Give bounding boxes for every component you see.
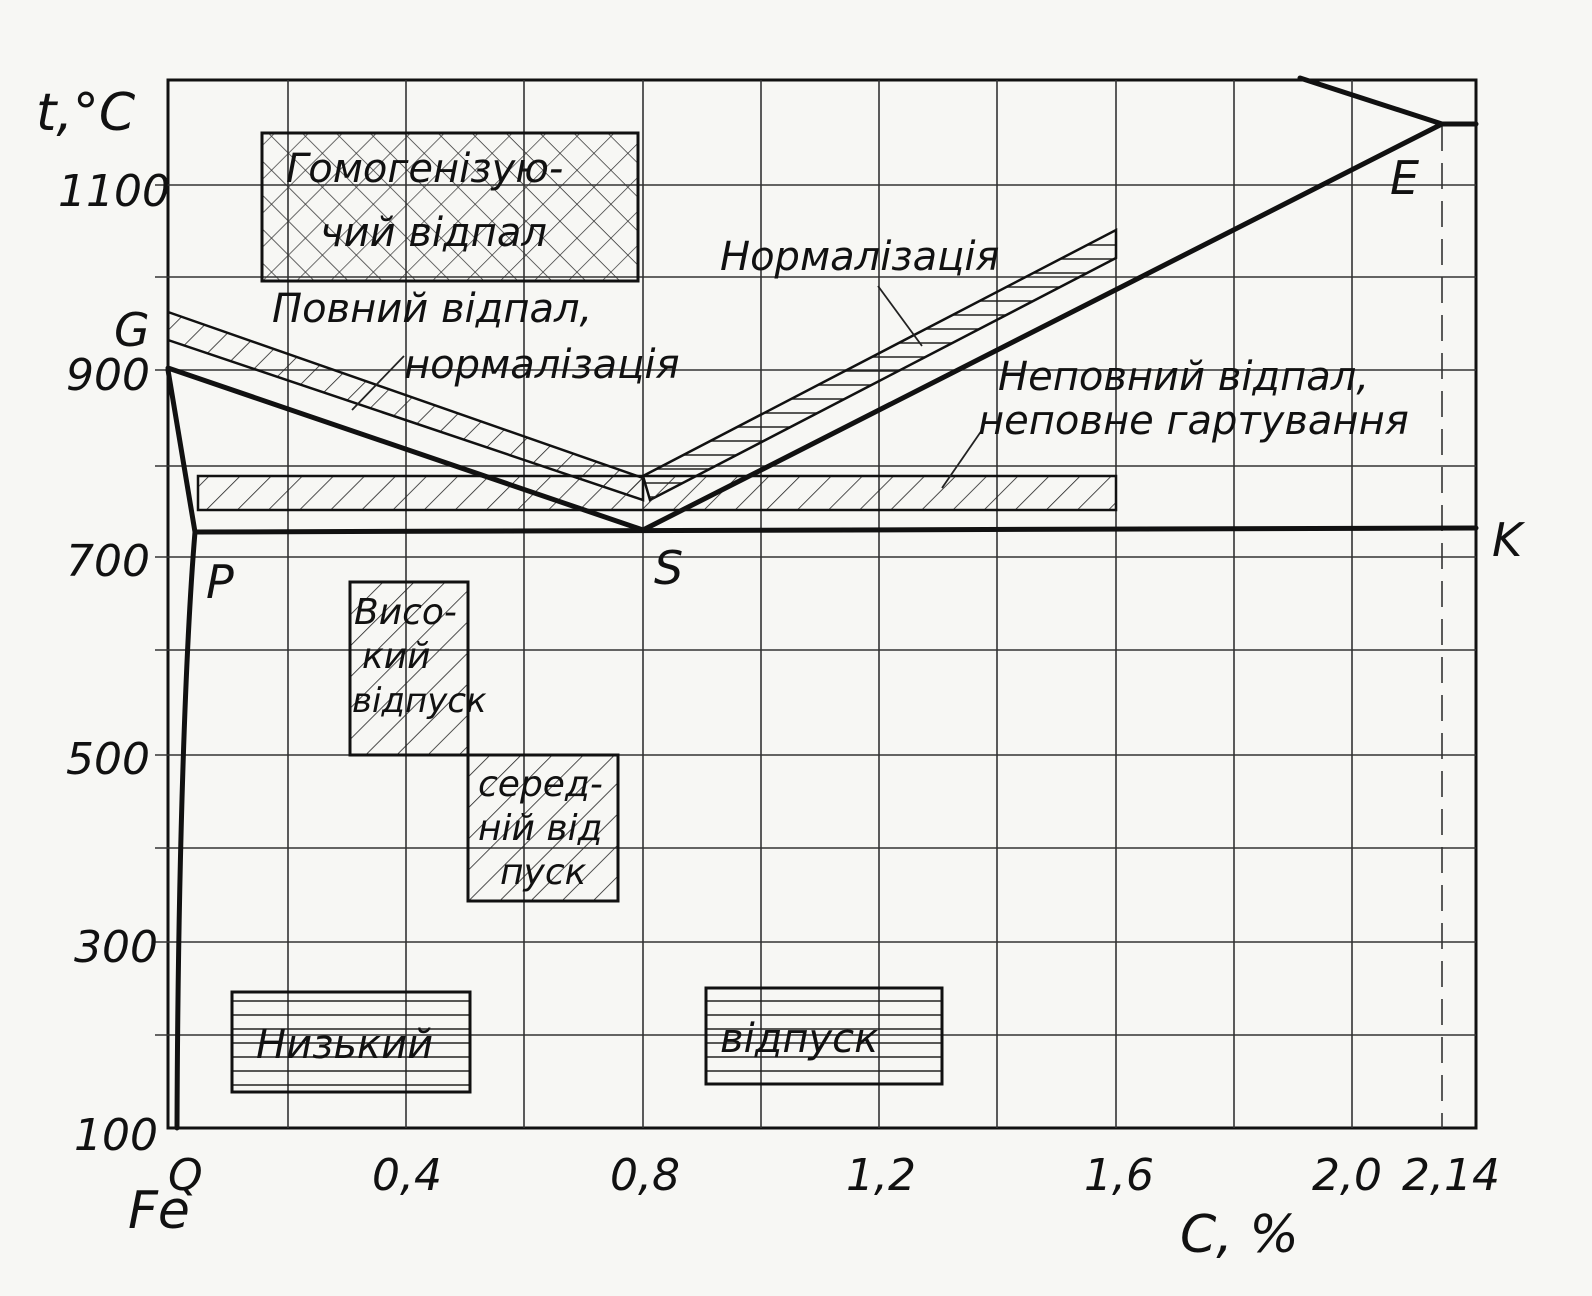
label-incomplete-line1: Неповний відпал, — [998, 354, 1370, 400]
label-high-temper-line3: відпуск — [352, 681, 487, 721]
label-normalization: Нормалізація — [720, 234, 1000, 280]
y-tick-500: 500 — [66, 734, 150, 785]
x-tick-1-6: 1,6 — [1084, 1150, 1154, 1201]
point-p: P — [206, 555, 234, 609]
x-axis-title: C, % — [1180, 1205, 1299, 1265]
y-tick-900: 900 — [66, 350, 150, 401]
x-tick-0-8: 0,8 — [610, 1150, 680, 1201]
label-homogenizing-line2: чий відпал — [320, 210, 547, 256]
y-tick-700: 700 — [66, 536, 150, 587]
x-tick-q: Q — [168, 1150, 203, 1201]
y-axis-title: t,°C — [36, 83, 136, 143]
label-medium-temper-line1: серед- — [478, 764, 603, 805]
line-PQ — [177, 532, 195, 1128]
point-e: E — [1390, 151, 1420, 205]
point-g: G — [114, 303, 150, 357]
incomplete-anneal-band — [198, 476, 1116, 510]
label-medium-temper-line2: ній від — [478, 808, 603, 849]
point-k: K — [1492, 513, 1523, 567]
label-homogenizing-line1: Гомогенізую- — [286, 146, 564, 192]
label-low-temper-left: Низький — [256, 1022, 434, 1068]
line-liquidus — [1300, 78, 1442, 124]
label-full-anneal-line1: Повний відпал, — [272, 286, 593, 332]
label-medium-temper-line3: пуск — [500, 852, 587, 893]
region-labels — [256, 146, 1409, 1068]
x-tick-1-2: 1,2 — [846, 1150, 916, 1201]
line-PSK — [195, 528, 1476, 532]
label-high-temper-line1: Висо- — [354, 592, 457, 633]
label-incomplete-line2: неповне гартування — [978, 398, 1409, 444]
label-low-temper-right: відпуск — [720, 1016, 879, 1062]
label-full-anneal-line2: нормалізація — [404, 342, 680, 388]
x-tick-2-0: 2,0 — [1312, 1150, 1382, 1201]
label-high-temper-line2: кий — [362, 636, 431, 677]
y-tick-300: 300 — [74, 922, 158, 973]
line-GP — [168, 370, 195, 532]
x-tick-0-4: 0,4 — [372, 1150, 442, 1201]
x-tick-2-14: 2,14 — [1402, 1150, 1500, 1201]
x-origin-label: Fe — [128, 1181, 190, 1241]
y-tick-1100: 1100 — [58, 166, 170, 217]
y-tick-100: 100 — [74, 1110, 158, 1161]
point-s: S — [654, 541, 684, 595]
